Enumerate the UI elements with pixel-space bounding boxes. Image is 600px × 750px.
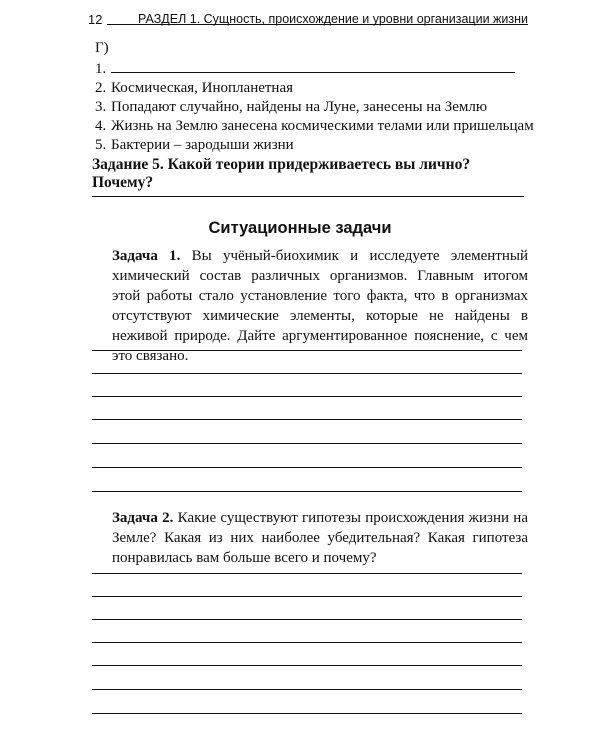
answer-blank-line[interactable] xyxy=(111,60,515,73)
answer-item-number: 1. xyxy=(95,61,107,77)
task-1-label: Задача 1. xyxy=(112,248,181,264)
section-title: РАЗДЕЛ 1. Сущность, происхождение и уровни организации жизни xyxy=(138,12,528,26)
answer-item xyxy=(95,98,523,117)
answer-item xyxy=(95,117,534,136)
task-1-answer-line[interactable] xyxy=(92,373,522,374)
answer-item-number: 4. xyxy=(95,118,107,134)
task-5-question: Задание 5. Какой теории придерживаетесь вы лично? Почему? xyxy=(92,156,471,191)
task-2-answer-line[interactable] xyxy=(92,689,522,690)
answer-label: Г) xyxy=(95,40,109,56)
answer-item-number: 5. xyxy=(95,137,107,153)
task-2-body: Какие существуют гипотезы происхождения жизни на Земле? Какая из них наиболее убедительная? Какая гипотеза понравилась вам больше всего и почему? xyxy=(112,510,528,566)
task-5-answer-line[interactable] xyxy=(92,196,524,197)
task-1-answer-line[interactable] xyxy=(92,396,522,397)
answer-item-text: Попадают случайно, найдены на Луне, занесены на Землю xyxy=(111,99,488,115)
task-2-answer-line[interactable] xyxy=(92,713,522,714)
page-number: 12 xyxy=(88,12,103,27)
answer-list xyxy=(95,60,534,155)
answer-item xyxy=(95,136,523,155)
task-2-label: Задача 2. xyxy=(112,510,174,526)
task-2-answer-line[interactable] xyxy=(92,665,522,666)
answer-item-text: Бактерии – зародыши жизни xyxy=(111,137,294,153)
task-1-text xyxy=(92,246,528,366)
task-2-answer-line[interactable] xyxy=(92,573,522,574)
task-2-answer-line[interactable] xyxy=(92,642,522,643)
task-1-answer-line[interactable] xyxy=(92,350,522,351)
task-2-answer-line[interactable] xyxy=(92,619,522,620)
task-2-answer-line[interactable] xyxy=(92,596,522,597)
task-2-text xyxy=(92,508,528,568)
answer-item-text: Жизнь на Землю занесена космическими телами или пришельцам xyxy=(111,118,534,134)
answer-item xyxy=(95,79,523,98)
answer-item-number: 2. xyxy=(95,80,107,96)
task-1-body: Вы учёный-биохимик и исследуете элементный химический состав различных организмов. Главным итогом этой работы стало установление того факта, что в организмах отсутствуют химические элементы, которые не найдены в неживой природе. Дайте аргументированное пояснение, с чем это связано. xyxy=(112,248,528,364)
task-1-answer-line[interactable] xyxy=(92,443,522,444)
answer-block xyxy=(95,40,534,155)
task-1-answer-line[interactable] xyxy=(92,467,522,468)
task-1-answer-line[interactable] xyxy=(92,491,522,492)
answer-item-text: Космическая, Инопланетная xyxy=(111,80,294,96)
header-rule xyxy=(107,24,528,25)
situational-tasks-title: Ситуационные задачи xyxy=(208,219,392,237)
answer-item-number: 3. xyxy=(95,99,107,115)
page-header xyxy=(88,12,528,28)
task-1-answer-line[interactable] xyxy=(92,419,522,420)
answer-item xyxy=(95,60,523,79)
